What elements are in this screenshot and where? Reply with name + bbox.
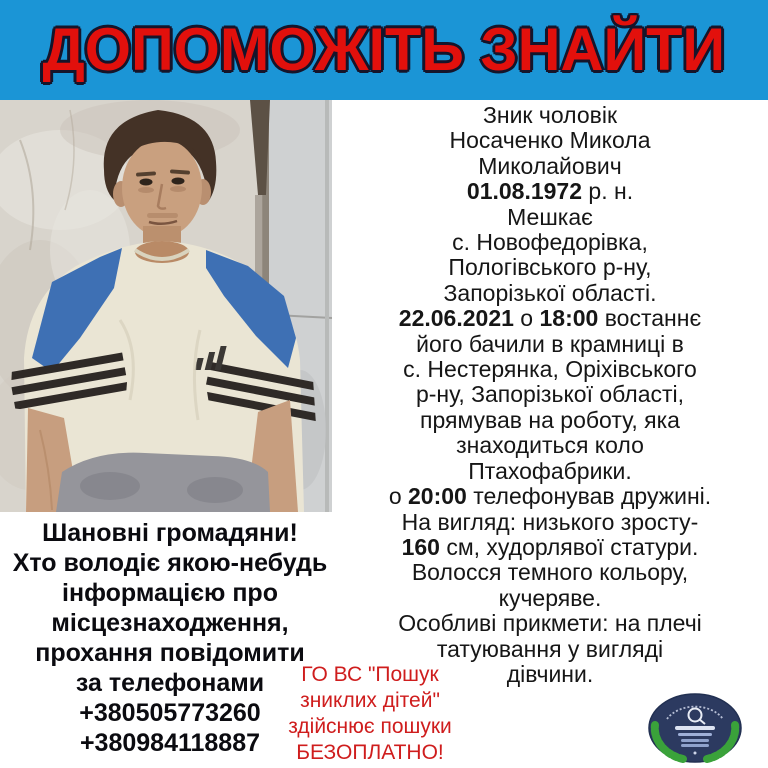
person-info [338,103,762,687]
org-note-line: БЕЗОПЛАТНО! [296,741,444,764]
appeal-line: +380505773260 [79,699,261,727]
person-info-line: с. Нестерянка, Оріхівського [403,356,697,383]
person-info-line: Носаченко Микола [449,127,651,154]
person-info-line: знаходиться коло [456,432,644,459]
person-info-line: Волосся темного кольору, [411,559,689,586]
person-info-line: Запорізької області. [443,279,657,306]
person-info-line: його бачили в крамниці в [416,330,684,357]
org-badge-icon [647,693,743,763]
person-info-line: Мешкає [507,203,593,230]
person-info-line: Миколайович [478,152,622,179]
person-info-line: 22.06.2021 о 18:00 востаннє [398,305,702,332]
person-info-line: дівчини. [506,660,594,687]
person-info-line: татуювання у вигляді [436,635,664,662]
person-info-line: 160 см, худорлявої статури. [401,533,699,560]
appeal-line: місцезнаходження, [51,609,289,637]
person-info-line: с. Новофедорівка, [452,229,648,256]
person-info-line: На вигляд: низького зросту- [401,508,699,535]
missing-person-photo [0,100,332,512]
org-note-line: зниклих дітей" [300,689,440,712]
person-info-line: Зник чоловік [482,102,618,128]
photo-illustration [0,100,332,512]
org-badge-logo [647,693,743,763]
banner-title: ДОПОМОЖІТЬ ЗНАЙТИ [42,16,726,83]
person-info-line: 01.08.1972 р. н. [466,178,634,205]
org-note-line: здійснює пошуки [288,715,452,738]
banner [0,0,768,100]
org-note-line: ГО ВС "Пошук [301,663,439,686]
person-info-line: кучеряве. [498,584,602,611]
person-info-line: о 20:00 телефонував дружині. [388,483,712,510]
appeal-line: Хто володіє якою-небудь [12,549,328,577]
appeal-line: Шановні громадяни! [42,519,298,547]
person-info-line: Птахофабрики. [468,457,632,484]
person-info-line: Особливі прикмети: на плечі [398,610,702,637]
person-info-line: Пологівського р-ну, [448,254,652,281]
appeal-line: інформацією про [62,579,278,607]
appeal-line: за телефонами [75,669,265,697]
org-note [270,662,470,766]
person-info-line: прямував на роботу, яка [420,406,680,433]
appeal-line: +380984118887 [79,729,261,757]
appeal-line: прохання повідомити [35,639,305,667]
person-info-line: р-ну, Запорізької області, [415,381,685,408]
